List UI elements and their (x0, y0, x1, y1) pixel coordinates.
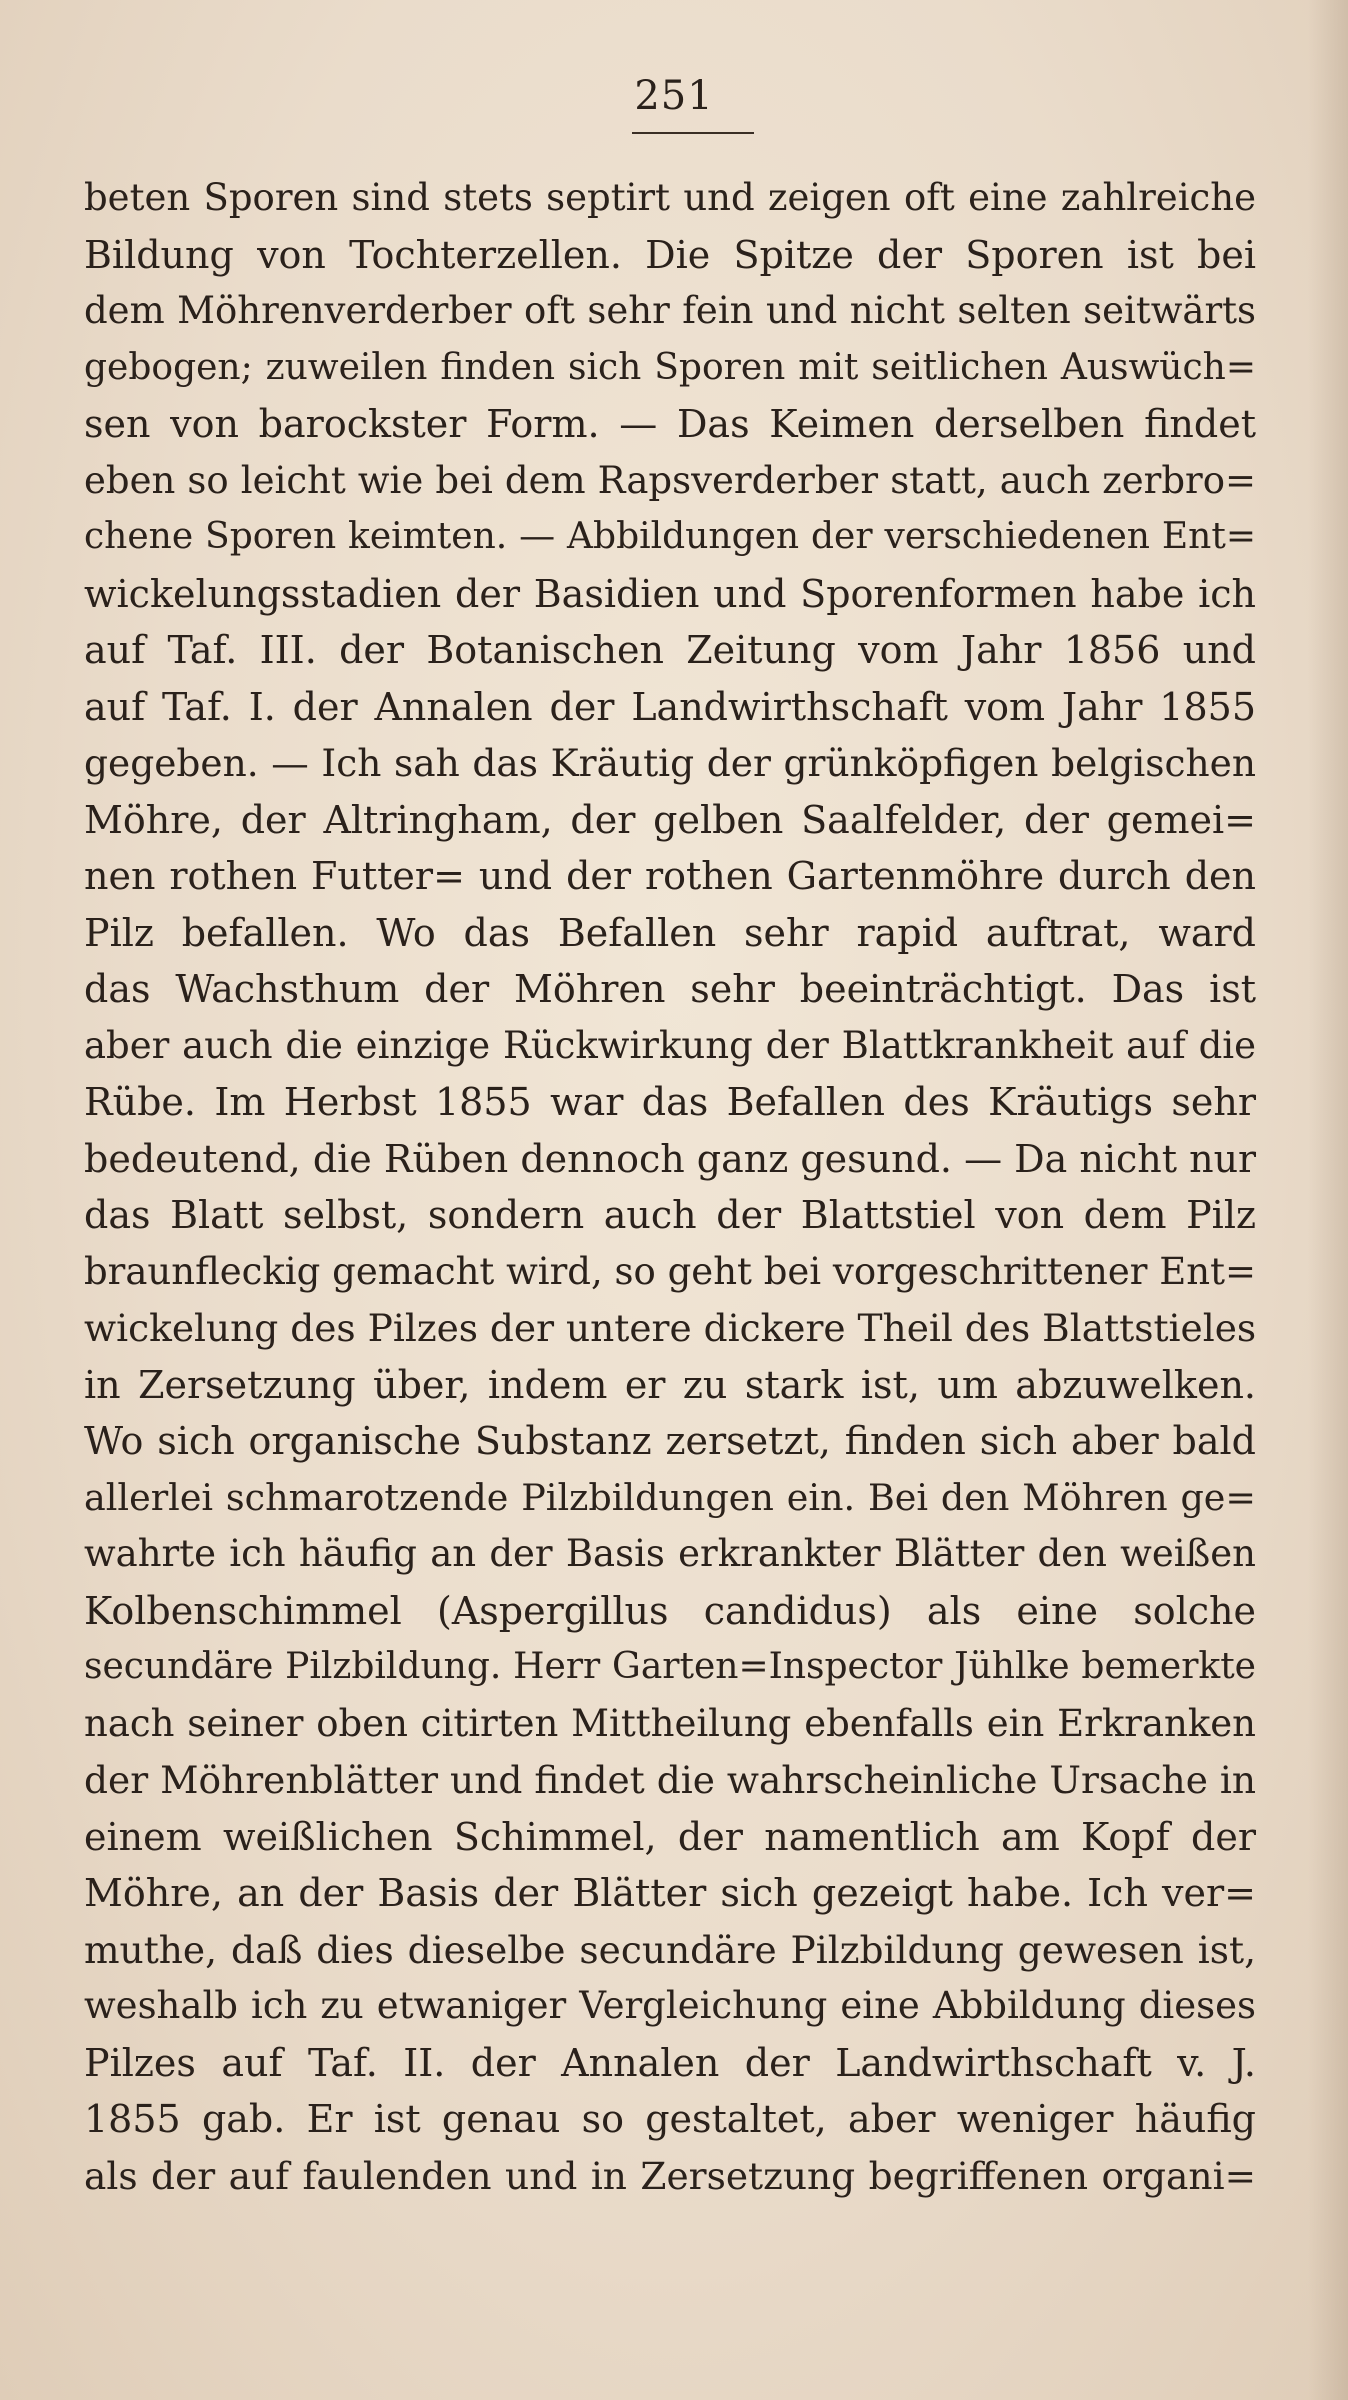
text-line: einem weißlichen Schimmel, der namentlich am Kopf der (84, 1814, 1256, 1859)
text-line: das Wachsthum der Möhren sehr beeinträchtigt. Das ist (84, 967, 1256, 1011)
page-edge-shadow (1308, 0, 1348, 2400)
text-line: in Zersetzung über, indem er zu stark ist, um abzuwelken. (84, 1362, 1256, 1407)
text-line: Pilzes auf Taf. II. der Annalen der Landwirthschaft v. J. (84, 2040, 1256, 2085)
text-line: sen von barockster Form. — Das Keimen derselben findet (84, 402, 1256, 446)
text-line: gebogen; zuweilen finden sich Sporen mit seitlichen Auswüch= (84, 346, 1256, 388)
text-line: beten Sporen sind stets septirt und zeigen oft eine zahlreiche (84, 176, 1256, 219)
text-line: Rübe. Im Herbst 1855 war das Befallen des Kräutigs sehr (84, 1080, 1256, 1124)
text-line: aber auch die einzige Rückwirkung der Blattkrankheit auf die (84, 1023, 1256, 1067)
text-line: das Blatt selbst, sondern auch der Blattstiel von dem Pilz (84, 1193, 1256, 1237)
text-line: chene Sporen keimten. — Abbildungen der verschiedenen Ent= (84, 516, 1256, 557)
text-line: der Möhrenblätter und findet die wahrscheinliche Ursache in (84, 1758, 1256, 1802)
text-line: Pilz befallen. Wo das Befallen sehr rapid auftrat, ward (84, 910, 1256, 955)
text-line: wickelungsstadien der Basidien und Sporenformen habe ich (84, 571, 1256, 616)
body-text (84, 170, 1256, 2204)
header-rule (632, 132, 754, 134)
text-line: gegeben. — Ich sah das Kräutig der grünköpfigen belgischen (84, 741, 1256, 785)
text-line: auf Taf. I. der Annalen der Landwirthschaft vom Jahr 1855 (84, 684, 1256, 729)
text-line: Möhre, an der Basis der Blätter sich gezeigt habe. Ich ver= (84, 1871, 1256, 1915)
text-line: als der auf faulenden und in Zersetzung begriffenen organi= (84, 2153, 1256, 2198)
text-line: Kolbenschimmel (Aspergillus candidus) als eine solche (84, 1588, 1256, 1633)
text-line: dem Möhrenverderber oft sehr fein und nicht selten seitwärts (84, 289, 1256, 332)
page-number: 251 (634, 73, 714, 119)
text-line: wahrte ich häufig an der Basis erkrankter Blätter den weißen (84, 1532, 1256, 1575)
text-line: Bildung von Tochterzellen. Die Spitze der Sporen ist bei (84, 232, 1256, 277)
text-line: nach seiner oben citirten Mittheilung ebenfalls ein Erkranken (84, 1701, 1256, 1745)
text-line: Möhre, der Altringham, der gelben Saalfelder, der gemei= (84, 797, 1256, 842)
text-line: nen rothen Futter= und der rothen Gartenmöhre durch den (84, 854, 1256, 898)
text-line: eben so leicht wie bei dem Rapsverderber statt, auch zerbro= (84, 458, 1256, 502)
text-line: secundäre Pilzbildung. Herr Garten=Inspector Jühlke bemerkte (84, 1646, 1256, 1687)
text-line: Wo sich organische Substanz zersetzt, finden sich aber bald (84, 1419, 1256, 1463)
text-line: weshalb ich zu etwaniger Vergleichung eine Abbildung dieses (84, 1984, 1256, 2027)
text-line: 1855 gab. Er ist genau so gestaltet, aber weniger häufig (84, 2097, 1256, 2141)
text-line: bedeutend, die Rüben dennoch ganz gesund. — Da nicht nur (84, 1136, 1256, 1181)
text-line: auf Taf. III. der Botanischen Zeitung vom Jahr 1856 und (84, 628, 1256, 672)
text-line: muthe, daß dies dieselbe secundäre Pilzbildung gewesen ist, (84, 1927, 1256, 1972)
page-header (0, 72, 1348, 120)
text-line: wickelung des Pilzes der untere dickere Theil des Blattstieles (84, 1306, 1256, 1350)
text-line: allerlei schmarotzende Pilzbildungen ein. Bei den Möhren ge= (84, 1475, 1256, 1519)
text-line: braunfleckig gemacht wird, so geht bei vorgeschrittener Ent= (84, 1249, 1256, 1293)
